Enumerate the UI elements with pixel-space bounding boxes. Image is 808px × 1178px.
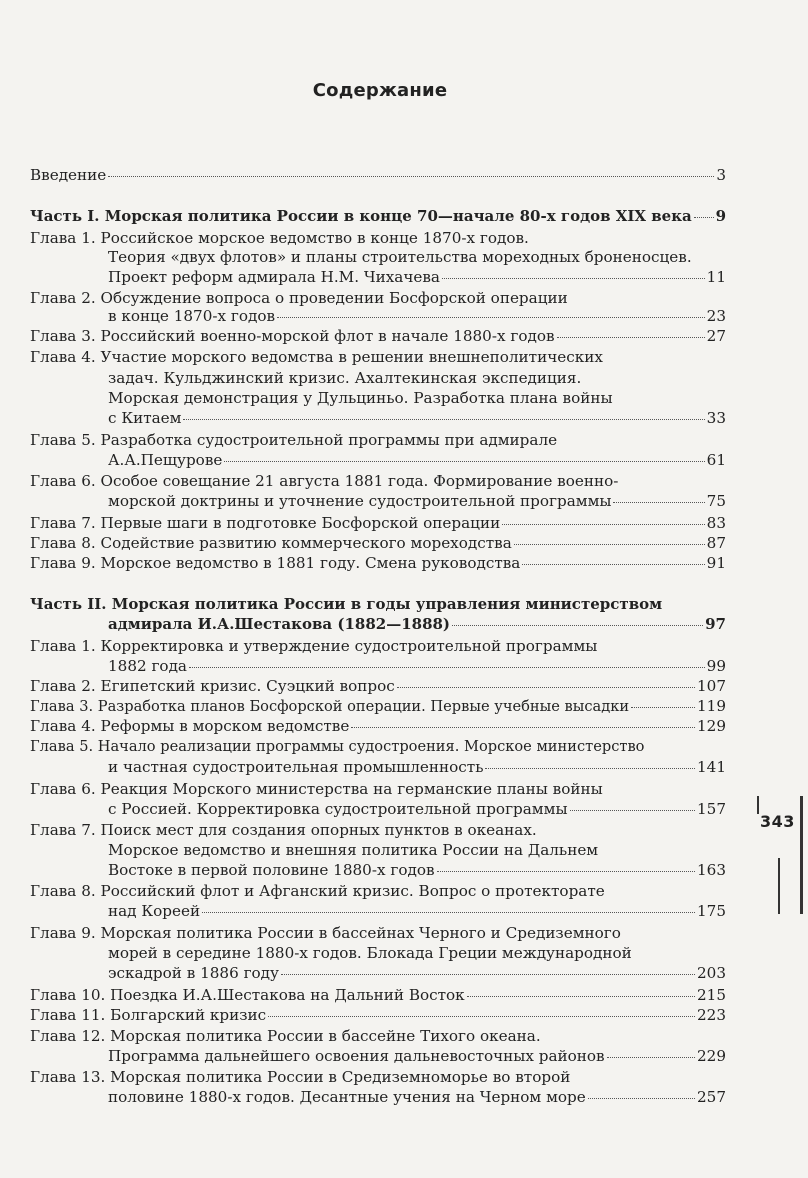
toc-entry-text: Глава 9. Морская политика России в бассейнах Черного и Средиземного (30, 924, 621, 942)
toc-entry-continuation[interactable] (108, 901, 726, 921)
toc-entry-text: Глава 7. Первые шаги в подготовке Босфорской операции (30, 514, 501, 532)
toc-page-number: 129 (697, 717, 726, 735)
toc-entry-text: Глава 8. Российский флот и Афганский кризис. Вопрос о протекторате (30, 882, 605, 900)
toc-entry-text: Глава 3. Российский военно-морской флот в начале 1880-х годов (30, 327, 555, 345)
toc-page-number: 3 (716, 166, 726, 184)
toc-page-number: 141 (697, 758, 726, 776)
leader-dots (189, 666, 705, 668)
leader-dots (514, 543, 705, 545)
toc-entry-text: Глава 5. Начало реализации программы судостроения. Морское министерство (30, 738, 645, 755)
leader-dots (108, 175, 714, 177)
leader-dots (522, 563, 704, 565)
toc-entry-continuation (108, 247, 692, 267)
toc-page-number: 99 (706, 657, 726, 675)
toc-entry-text: Глава 11. Болгарский кризис (30, 1006, 267, 1024)
toc-entry-continuation[interactable] (108, 656, 726, 676)
toc-chapter-entry[interactable] (30, 716, 726, 736)
toc-entry-text: Глава 4. Реформы в морском ведомстве (30, 717, 350, 735)
toc-page-number: 83 (706, 514, 726, 532)
toc-chapter-entry[interactable] (30, 1005, 726, 1025)
toc-chapter-entry[interactable] (30, 430, 557, 450)
toc-entry-text: Глава 2. Египетский кризис. Суэцкий вопрос (30, 677, 395, 695)
toc-chapter-entry[interactable] (30, 1026, 541, 1046)
toc-entry-continuation[interactable] (108, 491, 726, 511)
toc-chapter-entry[interactable] (30, 533, 726, 553)
tab-bar-right (800, 796, 803, 914)
toc-entry-continuation[interactable] (108, 408, 726, 428)
leader-dots (502, 523, 704, 525)
toc-chapter-entry[interactable] (30, 676, 726, 696)
leader-dots (588, 1097, 695, 1099)
leader-dots (437, 870, 695, 872)
toc-chapter-entry[interactable] (30, 513, 726, 533)
toc-entry-continuation[interactable] (108, 267, 726, 287)
leader-dots (452, 624, 703, 626)
tab-bar-upper (757, 796, 759, 814)
toc-entry-text: половине 1880-х годов. Десантные учения на Черном море (108, 1088, 586, 1106)
toc-part-heading[interactable] (30, 206, 726, 226)
leader-dots (694, 216, 714, 218)
toc-chapter-entry[interactable] (30, 923, 621, 943)
page-title: Содержание (312, 80, 448, 101)
leader-dots (183, 418, 704, 420)
leader-dots (570, 809, 695, 811)
toc-entry-text: А.А.Пещурове (108, 451, 223, 469)
toc-entry-text: Проект реформ адмирала Н.М. Чихачева (108, 268, 440, 286)
toc-entry-text: Глава 5. Разработка судостроительной программы при адмирале (30, 431, 558, 449)
toc-page-number: 107 (697, 677, 726, 695)
toc-entry-text: Глава 6. Реакция Морского министерства на германские планы войны (30, 780, 603, 798)
toc-entry-text: с Россией. Корректировка судостроительной программы (108, 800, 568, 818)
toc-entry-introduction[interactable] (30, 165, 726, 185)
toc-page-number: 23 (706, 307, 726, 325)
toc-entry-text: Глава 2. Обсуждение вопроса о проведении Босфорской операции (30, 289, 568, 307)
toc-page-number: 87 (706, 534, 726, 552)
toc-page-number: 11 (706, 268, 726, 286)
toc-entry-text: Глава 7. Поиск мест для создания опорных пунктов в океанах. (30, 821, 537, 839)
toc-entry-continuation[interactable] (108, 963, 726, 983)
toc-entry-text: морей в середине 1880-х годов. Блокада Греции международной (108, 944, 632, 962)
toc-entry-text: Теория «двух флотов» и планы строительства мореходных броненосцев. (108, 248, 692, 266)
toc-page-number: 33 (706, 409, 726, 427)
toc-entry-text: Программа дальнейшего освоения дальневосточных районов (108, 1047, 605, 1065)
leader-dots (557, 336, 705, 338)
toc-entry-text: задач. Кульджинский кризис. Ахалтекинская экспедиция. (108, 369, 582, 387)
toc-page-number: 91 (706, 554, 726, 572)
toc-page-number: 257 (697, 1088, 726, 1106)
leader-dots (442, 277, 705, 279)
toc-page-number: 97 (705, 615, 726, 633)
toc-entry-continuation[interactable] (108, 757, 726, 777)
leader-dots (397, 686, 695, 688)
toc-entry-text: Часть I. Морская политика России в конце 70—начале 80-х годов XIX века (30, 207, 692, 225)
toc-entry-continuation[interactable] (108, 1087, 726, 1107)
leader-dots (467, 995, 695, 997)
toc-chapter-entry[interactable] (30, 881, 605, 901)
toc-chapter-entry[interactable] (30, 326, 726, 346)
toc-entry-text: Глава 12. Морская политика России в бассейне Тихого океана. (30, 1027, 541, 1045)
toc-entry-continuation[interactable] (108, 799, 726, 819)
toc-page-number: 157 (697, 800, 726, 818)
tab-bar-lower (778, 858, 780, 914)
toc-entry-continuation (108, 368, 581, 388)
toc-entry-text: и частная судостроительная промышленность (108, 758, 484, 776)
leader-dots (268, 1015, 695, 1017)
toc-page-number: 229 (697, 1047, 726, 1065)
leader-dots (224, 460, 704, 462)
toc-page-number: 119 (697, 697, 726, 715)
leader-dots (281, 973, 695, 975)
toc-entry-text: Глава 1. Корректировка и утверждение судостроительной программы (30, 637, 598, 655)
toc-chapter-entry[interactable] (30, 288, 568, 308)
toc-entry-text: Глава 6. Особое совещание 21 августа 1881 года. Формирование военно- (30, 472, 619, 490)
toc-entry-continuation[interactable] (108, 306, 726, 326)
toc-page-number: 27 (706, 327, 726, 345)
leader-dots (277, 316, 705, 318)
toc-chapter-entry[interactable] (30, 820, 537, 840)
toc-entry-text: Морская демонстрация у Дульциньо. Разработка плана войны (108, 389, 613, 407)
toc-entry-text: Востоке в первой половине 1880-х годов (108, 861, 435, 879)
toc-page-number: 163 (697, 861, 726, 879)
toc-entry-text: Глава 4. Участие морского ведомства в решении внешнеполитических (30, 348, 603, 366)
toc-page-number: 9 (715, 207, 726, 225)
toc-chapter-entry[interactable] (30, 228, 529, 248)
toc-entry-text: с Китаем (108, 409, 182, 427)
toc-entry-continuation[interactable] (108, 860, 726, 880)
toc-entry-text: адмирала И.А.Шестакова (1882—1888) (108, 615, 451, 633)
leader-dots (607, 1056, 695, 1058)
toc-entry-continuation (108, 840, 598, 860)
toc-chapter-entry[interactable] (30, 696, 726, 717)
toc-chapter-entry[interactable] (30, 985, 726, 1005)
toc-entry-text: Часть II. Морская политика России в годы управления министерством (30, 595, 663, 613)
toc-entry-text: над Кореей (108, 902, 201, 920)
toc-entry-continuation[interactable] (108, 1046, 726, 1066)
toc-entry-text: Глава 8. Содействие развитию коммерческого мореходства (30, 534, 512, 552)
toc-chapter-entry[interactable] (30, 471, 618, 491)
toc-chapter-entry[interactable] (30, 347, 603, 367)
toc-page-number: 215 (697, 986, 726, 1004)
leader-dots (202, 911, 695, 913)
toc-entry-text: Глава 9. Морское ведомство в 1881 году. Смена руководства (30, 554, 521, 572)
toc-entry-text: морской доктрины и уточнение судостроительной программы (108, 492, 612, 510)
toc-page-number: 223 (697, 1006, 726, 1024)
toc-entry-text: эскадрой в 1886 году (108, 964, 279, 982)
toc-chapter-entry[interactable] (30, 553, 726, 573)
leader-dots (351, 726, 695, 728)
toc-chapter-entry[interactable] (30, 636, 597, 656)
toc-part-heading-continuation[interactable] (108, 614, 726, 634)
toc-entry-text: Введение (30, 166, 107, 184)
leader-dots (613, 501, 704, 503)
toc-page-number: 203 (697, 964, 726, 982)
toc-chapter-entry[interactable] (30, 779, 603, 799)
toc-entry-text: Глава 10. Поездка И.А.Шестакова на Дальний Восток (30, 986, 465, 1004)
toc-chapter-entry[interactable] (30, 737, 644, 757)
toc-chapter-entry[interactable] (30, 1067, 570, 1087)
toc-entry-text: 1882 года (108, 657, 187, 675)
leader-dots (485, 767, 695, 769)
toc-entry-text: Морское ведомство и внешняя политика России на Дальнем (108, 841, 599, 859)
toc-entry-continuation (108, 943, 632, 963)
toc-entry-continuation (108, 388, 613, 408)
toc-entry-text: Глава 1. Российское морское ведомство в конце 1870-х годов. (30, 229, 529, 247)
toc-entry-text: Глава 3. Разработка планов Босфорской операции. Первые учебные высадки (30, 698, 630, 715)
toc-entry-text: в конце 1870-х годов (108, 307, 276, 325)
page-number: 343 (760, 812, 795, 831)
toc-part-heading[interactable] (30, 594, 662, 614)
toc-entry-text: Глава 13. Морская политика России в Средиземноморье во второй (30, 1068, 571, 1086)
toc-page-number: 175 (697, 902, 726, 920)
toc-entry-continuation[interactable] (108, 450, 726, 470)
toc-page-number: 61 (706, 451, 726, 469)
toc-page-number: 75 (706, 492, 726, 510)
leader-dots (631, 706, 695, 708)
